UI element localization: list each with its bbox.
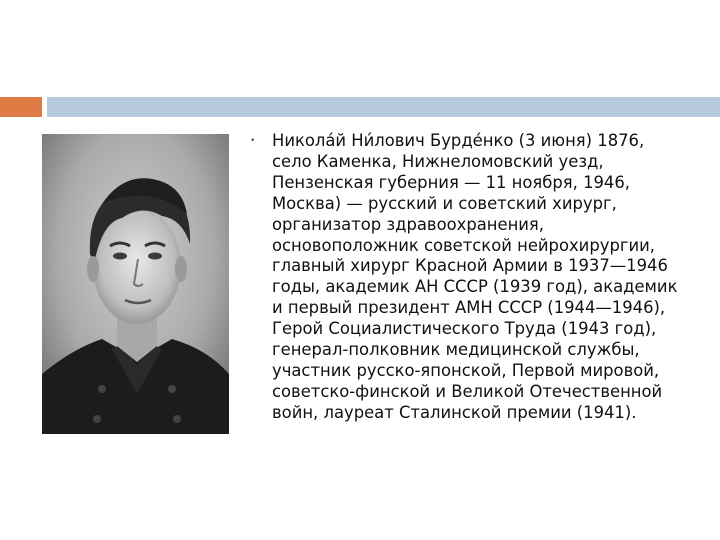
portrait-photo [42, 134, 229, 434]
accent-block [0, 97, 42, 117]
portrait-image [42, 134, 229, 434]
biography-text: Никола́й Ни́лович Бурде́нко (3 июня) 1876, село Каменка, Нижнеломовский уезд, Пензенская губерния — 11 ноября, 1946, Москва) — русский и советский хирург, организатор здравоохранения, основоположник советской нейрохирургии, главный хирург Красной Армии в 1937—1946 годы, академик АН СССР (1939 год), академик и первый президент АМН СССР (1944—1946), Герой Социалистического Труда (1943 год), генерал-полковник медицинской службы, участник русско-японской, Первой мировой, советско-финской и Великой Отечественной войн, лауреат Сталинской премии (1941). [272, 131, 678, 422]
bullet: • [250, 136, 256, 146]
header-bar [47, 97, 720, 117]
